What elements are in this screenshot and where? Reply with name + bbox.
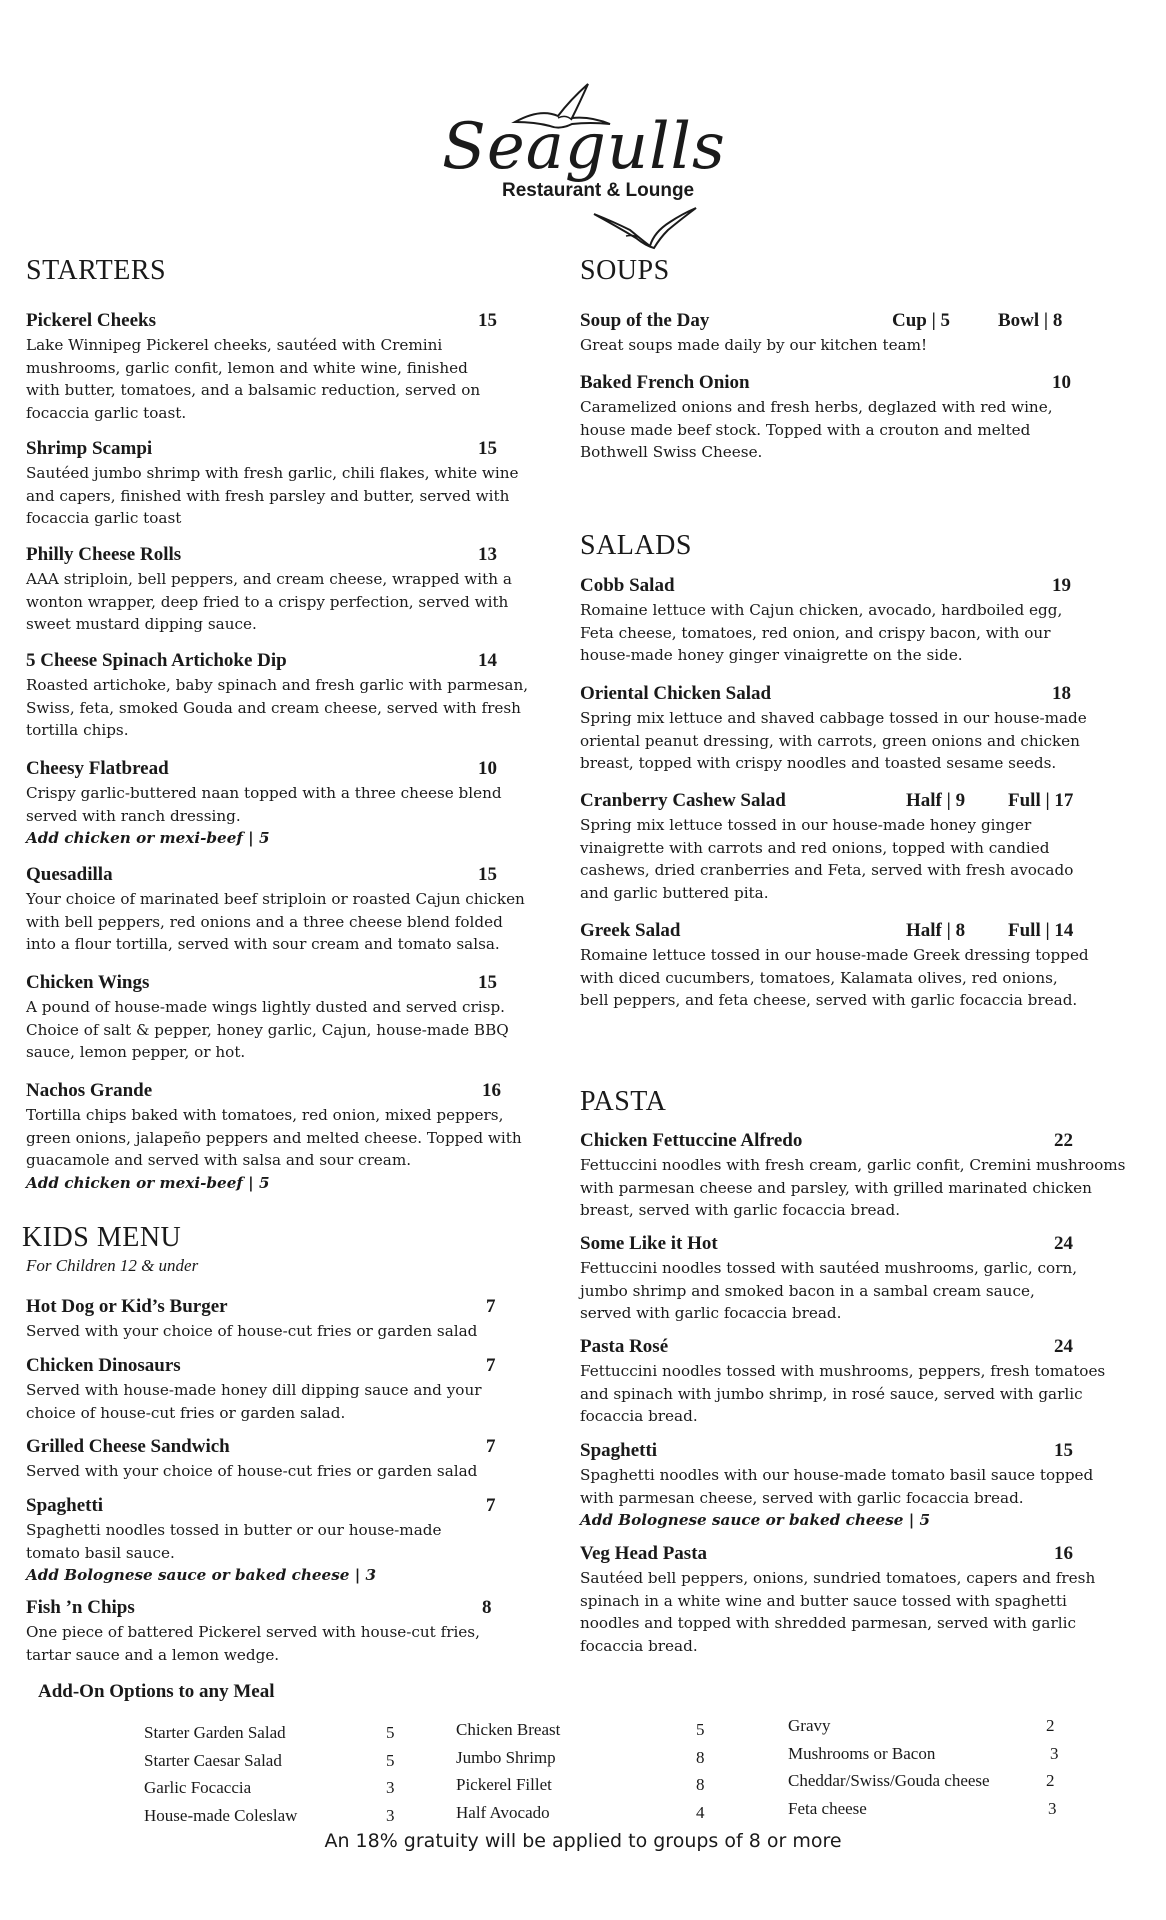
item-name: Pickerel Cheeks	[26, 310, 156, 331]
item-desc-line: tomato basil sauce.	[26, 1543, 175, 1562]
item-desc-line: focaccia garlic toast.	[26, 403, 187, 422]
item-name: Shrimp Scampi	[26, 438, 153, 459]
item-desc-line: Spaghetti noodles tossed in butter or our house-made	[26, 1521, 442, 1539]
menu-item-pickerel-cheeks	[26, 310, 506, 424]
full-price: Full | 17	[1008, 790, 1074, 811]
menu-item-chicken-fettuccine-alfredo	[580, 1130, 1160, 1222]
addon-row	[144, 1751, 404, 1779]
addons-title: Add-On Options to any Meal	[38, 1681, 275, 1702]
addon-row	[456, 1803, 716, 1831]
item-name: Baked French Onion	[580, 372, 750, 393]
addon-name: House-made Coleslaw	[144, 1805, 298, 1825]
item-price: 14	[478, 650, 497, 671]
item-price: 18	[1052, 683, 1071, 704]
kids-menu-note: For Children 12 & under	[26, 1256, 199, 1275]
item-price: 15	[1054, 1440, 1073, 1461]
logo-wordmark: Seagulls	[442, 110, 726, 184]
item-desc-line: Sautéed jumbo shrimp with fresh garlic, chili flakes, white wine	[26, 464, 519, 482]
item-desc-line: focaccia bread.	[580, 1636, 698, 1655]
item-name: Pasta Rosé	[580, 1336, 669, 1357]
item-desc-line: Bothwell Swiss Cheese.	[580, 443, 763, 461]
addon-price: 3	[1048, 1798, 1057, 1818]
item-price: 15	[478, 864, 497, 885]
item-name: 5 Cheese Spinach Artichoke Dip	[26, 650, 287, 671]
menu-item-hot-dog-burger	[26, 1296, 506, 1343]
item-desc-line: sweet mustard dipping sauce.	[26, 615, 257, 633]
addon-name: Chicken Breast	[456, 1720, 561, 1739]
item-name: Nachos Grande	[26, 1080, 153, 1101]
addon-price: 3	[1050, 1743, 1059, 1763]
item-price: 7	[486, 1495, 496, 1516]
addons-column-2	[456, 1720, 716, 1830]
item-desc-line: Your choice of marinated beef striploin or roasted Cajun chicken	[26, 890, 525, 908]
item-desc-line: vinaigrette with carrots and red onions, topped with candied	[580, 838, 1050, 857]
addon-price: 5	[386, 1750, 395, 1770]
item-desc-line: focaccia bread.	[580, 1407, 698, 1425]
item-price: 19	[1052, 575, 1071, 596]
menu-item-some-like-it-hot	[580, 1233, 1120, 1325]
menu-item-pasta-rose	[580, 1336, 1140, 1428]
item-desc-line: Fettuccini noodles tossed with mushrooms, peppers, fresh tomatoes	[580, 1362, 1106, 1380]
item-desc-line: house-made honey ginger vinaigrette on the side.	[580, 646, 963, 664]
menu-item-grilled-cheese	[26, 1436, 506, 1483]
addons-column-3	[788, 1716, 1068, 1826]
item-name: Some Like it Hot	[580, 1233, 718, 1254]
logo-subtitle: Restaurant & Lounge	[502, 180, 695, 201]
item-addon: Add chicken or mexi-beef | 5	[26, 1173, 270, 1192]
menu-item-nachos-grande	[26, 1080, 566, 1194]
menu-item-veg-head-pasta	[580, 1543, 1140, 1657]
menu-item-philly-cheese-rolls	[26, 544, 512, 636]
addon-row	[456, 1775, 716, 1803]
item-desc-line: into a flour tortilla, served with sour cream and tomato salsa.	[26, 935, 500, 953]
section-title-soups: SOUPS	[580, 255, 670, 286]
menu-item-cheesy-flatbread	[26, 758, 506, 850]
item-name: Philly Cheese Rolls	[26, 544, 182, 565]
item-price: 7	[486, 1296, 496, 1317]
item-name: Cranberry Cashew Salad	[580, 790, 786, 811]
bowl-price: Bowl | 8	[998, 310, 1063, 331]
addon-price: 8	[696, 1775, 705, 1794]
item-price: 16	[1054, 1543, 1073, 1564]
item-name: Spaghetti	[26, 1495, 104, 1516]
item-desc-line: spinach in a white wine and butter sauce tossed with spaghetti	[580, 1591, 1067, 1610]
item-desc-line: Crispy garlic-buttered naan topped with a three cheese blend	[26, 784, 502, 802]
item-desc-line: Feta cheese, tomatoes, red onion, and crispy bacon, with our	[580, 623, 1051, 642]
item-desc-line: mushrooms, garlic confit, lemon and white wine, finished	[26, 358, 468, 377]
item-desc-line: Tortilla chips baked with tomatoes, red onion, mixed peppers,	[26, 1106, 504, 1124]
item-desc-line: Romaine lettuce tossed in our house-made Greek dressing topped	[580, 946, 1089, 964]
item-name: Cheesy Flatbread	[26, 758, 169, 779]
item-price: 24	[1054, 1336, 1073, 1357]
addon-row	[144, 1778, 404, 1806]
item-price: 16	[482, 1080, 501, 1101]
addon-name: Half Avocado	[456, 1802, 550, 1822]
item-name: Grilled Cheese Sandwich	[26, 1436, 230, 1457]
item-price: 15	[478, 972, 497, 993]
item-desc-line: with butter, tomatoes, and a balsamic reduction, served on	[26, 381, 481, 399]
item-desc-line: with parmesan cheese and parsley, with grilled marinated chicken	[580, 1178, 1092, 1197]
item-desc-line: house made beef stock. Topped with a crouton and melted	[580, 420, 1031, 439]
item-name: Greek Salad	[580, 920, 681, 941]
addon-price: 3	[386, 1778, 395, 1797]
item-desc-line: A pound of house-made wings lightly dusted and served crisp.	[26, 998, 505, 1016]
item-desc-line: Served with your choice of house-cut fries or garden salad	[26, 1462, 478, 1480]
item-desc-line: tortilla chips.	[26, 721, 129, 739]
addon-name: Mushrooms or Bacon	[788, 1743, 936, 1763]
addon-row	[144, 1806, 404, 1834]
item-desc-line: Lake Winnipeg Pickerel cheeks, sautéed with Cremini	[26, 336, 443, 354]
item-name: Chicken Dinosaurs	[26, 1355, 181, 1376]
item-desc-line: focaccia garlic toast	[26, 509, 182, 527]
item-desc-line: choice of house-cut fries or garden salad.	[26, 1403, 346, 1422]
menu-item-pasta-spaghetti	[580, 1440, 1140, 1532]
addon-name: Pickerel Fillet	[456, 1775, 552, 1794]
item-name: Chicken Fettuccine Alfredo	[580, 1130, 803, 1151]
menu-item-greek-salad	[580, 920, 1120, 1012]
item-desc-line: green onions, jalapeño peppers and melted cheese. Topped with	[26, 1128, 522, 1147]
item-price: 7	[486, 1355, 496, 1376]
addon-row	[788, 1744, 1068, 1772]
item-price: 22	[1054, 1130, 1073, 1151]
item-price: 10	[1052, 372, 1071, 393]
item-price: 7	[486, 1436, 496, 1457]
cup-price: Cup | 5	[892, 310, 951, 331]
addon-name: Cheddar/Swiss/Gouda cheese	[788, 1771, 990, 1790]
item-desc-line: Choice of salt & pepper, honey garlic, Cajun, house-made BBQ	[26, 1020, 509, 1039]
item-price: 10	[478, 758, 497, 779]
addon-name: Gravy	[788, 1716, 831, 1735]
item-desc-line: jumbo shrimp and smoked bacon in a sambal cream sauce,	[580, 1281, 1035, 1300]
item-addon: Add chicken or mexi-beef | 5	[26, 829, 270, 847]
item-desc-line: Spaghetti noodles with our house-made tomato basil sauce topped	[580, 1466, 1094, 1484]
addon-name: Starter Garden Salad	[144, 1723, 286, 1742]
item-desc-line: wonton wrapper, deep fried to a crispy perfection, served with	[26, 592, 509, 611]
item-name: Fish ’n Chips	[26, 1597, 135, 1618]
addon-name: Feta cheese	[788, 1798, 867, 1818]
section-title-starters: STARTERS	[26, 255, 167, 286]
item-name: Soup of the Day	[580, 310, 710, 331]
addon-row	[788, 1799, 1068, 1827]
item-desc-line: cashews, dried cranberries and Feta, served with fresh avocado	[580, 861, 1074, 879]
addon-price: 4	[696, 1802, 705, 1822]
menu-item-kids-spaghetti	[26, 1495, 506, 1587]
item-desc-line: Fettuccini noodles with fresh cream, garlic confit, Cremini mushrooms	[580, 1156, 1126, 1174]
menu-item-baked-french-onion	[580, 372, 1100, 464]
gratuity-notice: An 18% gratuity will be applied to groups of 8 or more	[324, 1830, 842, 1852]
item-desc-line: sauce, lemon pepper, or hot.	[26, 1043, 246, 1061]
addon-row	[144, 1723, 404, 1751]
item-price: 24	[1054, 1233, 1073, 1254]
menu-item-cobb-salad	[580, 575, 1100, 667]
addon-price: 5	[696, 1720, 705, 1739]
item-desc-line: Roasted artichoke, baby spinach and fresh garlic with parmesan,	[26, 676, 529, 694]
addon-row	[456, 1720, 716, 1748]
item-desc-line: AAA striploin, bell peppers, and cream cheese, wrapped with a	[26, 570, 512, 588]
menu-item-chicken-wings	[26, 972, 509, 1064]
menu-item-shrimp-scampi	[26, 438, 519, 530]
item-addon: Add Bolognese sauce or baked cheese | 5	[580, 1511, 931, 1529]
addon-price: 2	[1046, 1716, 1055, 1735]
section-title-kids: KIDS MENU	[22, 1222, 182, 1253]
item-price: 13	[478, 544, 497, 565]
addon-price: 5	[386, 1723, 395, 1742]
item-desc-line: bell peppers, and feta cheese, served with garlic focaccia bread.	[580, 991, 1078, 1009]
addon-price: 8	[696, 1747, 705, 1767]
item-desc-line: Served with house-made honey dill dipping sauce and your	[26, 1381, 482, 1399]
item-desc-line: and spinach with jumbo shrimp, in rosé sauce, served with garlic	[580, 1384, 1083, 1403]
item-desc-line: guacamole and served with salsa and sour cream.	[26, 1151, 412, 1169]
item-desc-line: with diced cucumbers, tomatoes, Kalamata olives, red onions,	[580, 968, 1058, 987]
menu-item-cranberry-cashew-salad	[580, 790, 1120, 904]
item-desc-line: Great soups made daily by our kitchen team!	[580, 336, 928, 354]
item-name: Quesadilla	[26, 864, 113, 885]
item-desc-line: served with ranch dressing.	[26, 806, 241, 825]
item-desc-line: Sautéed bell peppers, onions, sundried tomatoes, capers and fresh	[580, 1569, 1096, 1587]
section-title-salads: SALADS	[580, 530, 692, 561]
item-desc-line: One piece of battered Pickerel served with house-cut fries,	[26, 1623, 480, 1641]
item-desc-line: and garlic buttered pita.	[580, 883, 769, 902]
addon-name: Starter Caesar Salad	[144, 1750, 282, 1770]
item-name: Cobb Salad	[580, 575, 675, 596]
addon-name: Garlic Focaccia	[144, 1778, 252, 1797]
item-name: Veg Head Pasta	[580, 1543, 708, 1564]
item-desc-line: and capers, finished with fresh parsley and butter, served with	[26, 486, 510, 505]
item-desc-line: breast, served with garlic focaccia bread.	[580, 1201, 901, 1219]
item-name: Hot Dog or Kid’s Burger	[26, 1296, 228, 1317]
addon-price: 3	[386, 1805, 395, 1825]
item-addon: Add Bolognese sauce or baked cheese | 3	[26, 1566, 377, 1584]
item-desc-line: tartar sauce and a lemon wedge.	[26, 1645, 280, 1664]
addon-price: 2	[1046, 1771, 1055, 1790]
item-desc-line: Spring mix lettuce tossed in our house-made honey ginger	[580, 816, 1032, 834]
item-name: Chicken Wings	[26, 972, 150, 993]
item-desc-line: Spring mix lettuce and shaved cabbage tossed in our house-made	[580, 709, 1087, 727]
menu-item-chicken-dinosaurs	[26, 1355, 506, 1424]
addon-row	[788, 1771, 1068, 1799]
menu-item-oriental-chicken-salad	[580, 683, 1120, 775]
item-name: Oriental Chicken Salad	[580, 683, 772, 704]
addon-row	[788, 1716, 1068, 1744]
seagull-bottom-icon	[590, 206, 700, 252]
half-price: Half | 9	[906, 790, 966, 811]
full-price: Full | 14	[1008, 920, 1074, 941]
item-desc-line: served with garlic focaccia bread.	[580, 1304, 842, 1322]
item-price: 15	[478, 310, 497, 331]
menu-item-quesadilla	[26, 864, 566, 956]
menu-item-soup-of-the-day	[580, 310, 1100, 357]
item-price: 15	[478, 438, 497, 459]
item-name: Spaghetti	[580, 1440, 658, 1461]
addon-row	[456, 1748, 716, 1776]
item-desc-line: with bell peppers, red onions and a three cheese blend folded	[26, 912, 503, 931]
restaurant-logo	[430, 80, 750, 250]
section-title-pasta: PASTA	[580, 1086, 667, 1117]
item-desc-line: with parmesan cheese, served with garlic focaccia bread.	[580, 1488, 1024, 1507]
item-desc-line: Caramelized onions and fresh herbs, deglazed with red wine,	[580, 398, 1053, 416]
item-desc-line: noodles and topped with shredded parmesan, served with garlic	[580, 1614, 1076, 1632]
item-price: 8	[482, 1597, 492, 1618]
item-desc-line: breast, topped with crispy noodles and toasted sesame seeds.	[580, 754, 1057, 772]
addon-name: Jumbo Shrimp	[456, 1747, 556, 1767]
item-desc-line: oriental peanut dressing, with carrots, green onions and chicken	[580, 731, 1080, 750]
menu-item-fish-n-chips	[26, 1597, 506, 1666]
item-desc-line: Swiss, feta, smoked Gouda and cream cheese, served with fresh	[26, 698, 521, 717]
item-desc-line: Fettuccini noodles tossed with sautéed mushrooms, garlic, corn,	[580, 1259, 1078, 1277]
addons-column-1	[144, 1723, 404, 1833]
half-price: Half | 8	[906, 920, 966, 941]
item-desc-line: Served with your choice of house-cut fries or garden salad	[26, 1322, 478, 1340]
menu-item-spinach-artichoke-dip	[26, 650, 529, 742]
item-desc-line: Romaine lettuce with Cajun chicken, avocado, hardboiled egg,	[580, 601, 1063, 619]
